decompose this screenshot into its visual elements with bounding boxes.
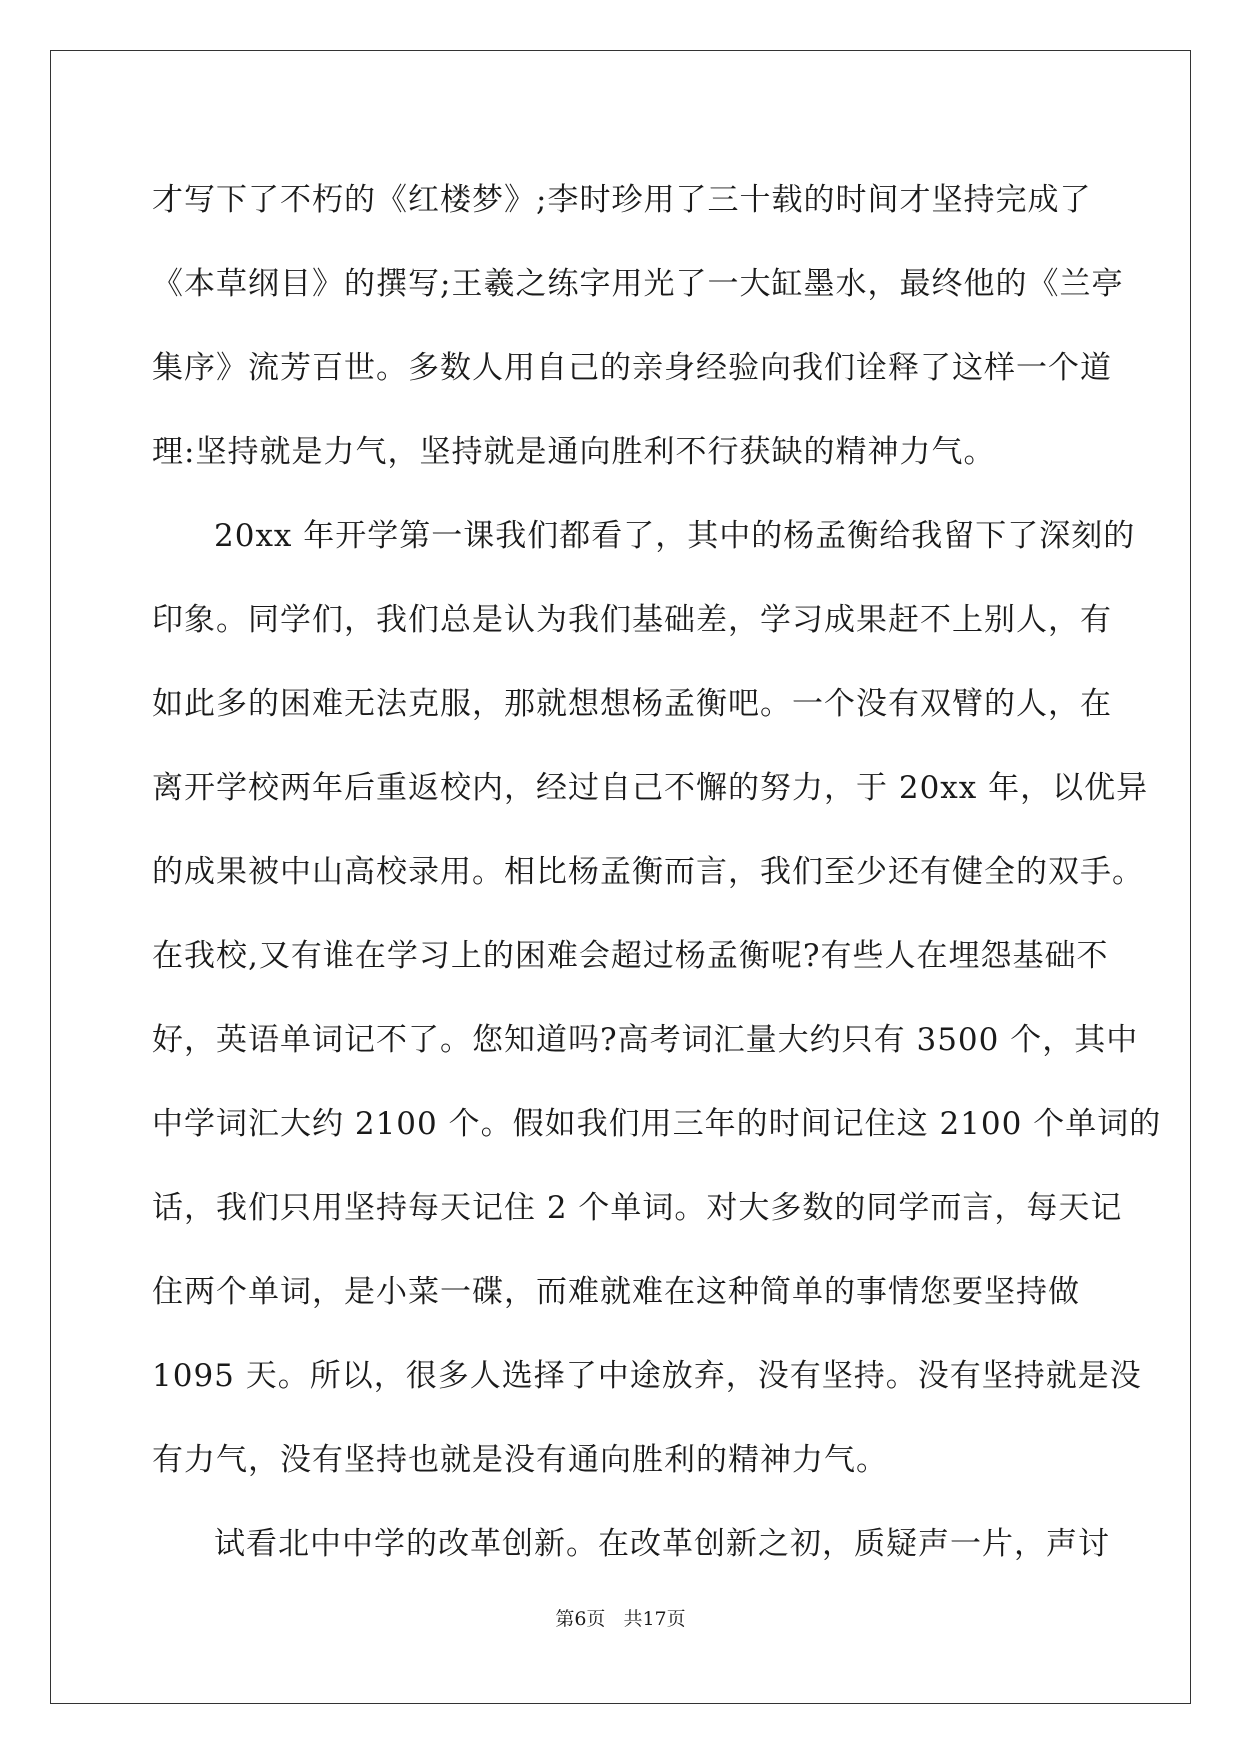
document-body xyxy=(152,158,1162,1586)
body-line: 的成果被中山高校录用。相比杨孟衡而言，我们至少还有健全的双手。 xyxy=(152,854,1144,890)
body-line: 在我校,又有谁在学习上的困难会超过杨孟衡呢?有些人在埋怨基础不 xyxy=(152,938,1109,974)
body-line: 1095 天。所以，很多人选择了中途放弃，没有坚持。没有坚持就是没 xyxy=(152,1358,1142,1394)
body-line: 住两个单词，是小菜一碟，而难就难在这种简单的事情您要坚持做 xyxy=(152,1274,1080,1310)
body-line: 才写下了不朽的《红楼梦》;李时珍用了三十载的时间才坚持完成了 xyxy=(152,182,1092,218)
body-line-indented: 试看北中中学的改革创新。在改革创新之初，质疑声一片，声讨 xyxy=(214,1526,1110,1562)
body-line: 话，我们只用坚持每天记住 2 个单词。对大多数的同学而言，每天记 xyxy=(152,1190,1123,1226)
body-line-indented: 20xx 年开学第一课我们都看了，其中的杨孟衡给我留下了深刻的 xyxy=(214,518,1136,554)
body-line: 中学词汇大约 2100 个。假如我们用三年的时间记住这 2100 个单词的 xyxy=(152,1106,1162,1142)
body-line: 离开学校两年后重返校内，经过自己不懈的努力，于 20xx 年，以优异 xyxy=(152,770,1149,806)
body-line: 如此多的困难无法克服，那就想想杨孟衡吧。一个没有双臂的人，在 xyxy=(152,686,1112,722)
body-line: 集序》流芳百世。多数人用自己的亲身经验向我们诠释了这样一个道 xyxy=(152,350,1112,386)
body-line: 好，英语单词记不了。您知道吗?高考词汇量大约只有 3500 个，其中 xyxy=(152,1022,1139,1058)
page-footer xyxy=(0,1604,1241,1631)
body-line: 印象。同学们，我们总是认为我们基础差，学习成果赶不上别人，有 xyxy=(152,602,1112,638)
body-line: 有力气，没有坚持也就是没有通向胜利的精神力气。 xyxy=(152,1442,888,1478)
page-number: 第6页 xyxy=(555,1608,606,1630)
body-line: 《本草纲目》的撰写;王羲之练字用光了一大缸墨水，最终他的《兰亭 xyxy=(152,266,1124,302)
page-total: 共17页 xyxy=(623,1608,686,1630)
body-line: 理:坚持就是力气，坚持就是通向胜利不行获缺的精神力气。 xyxy=(152,434,996,470)
